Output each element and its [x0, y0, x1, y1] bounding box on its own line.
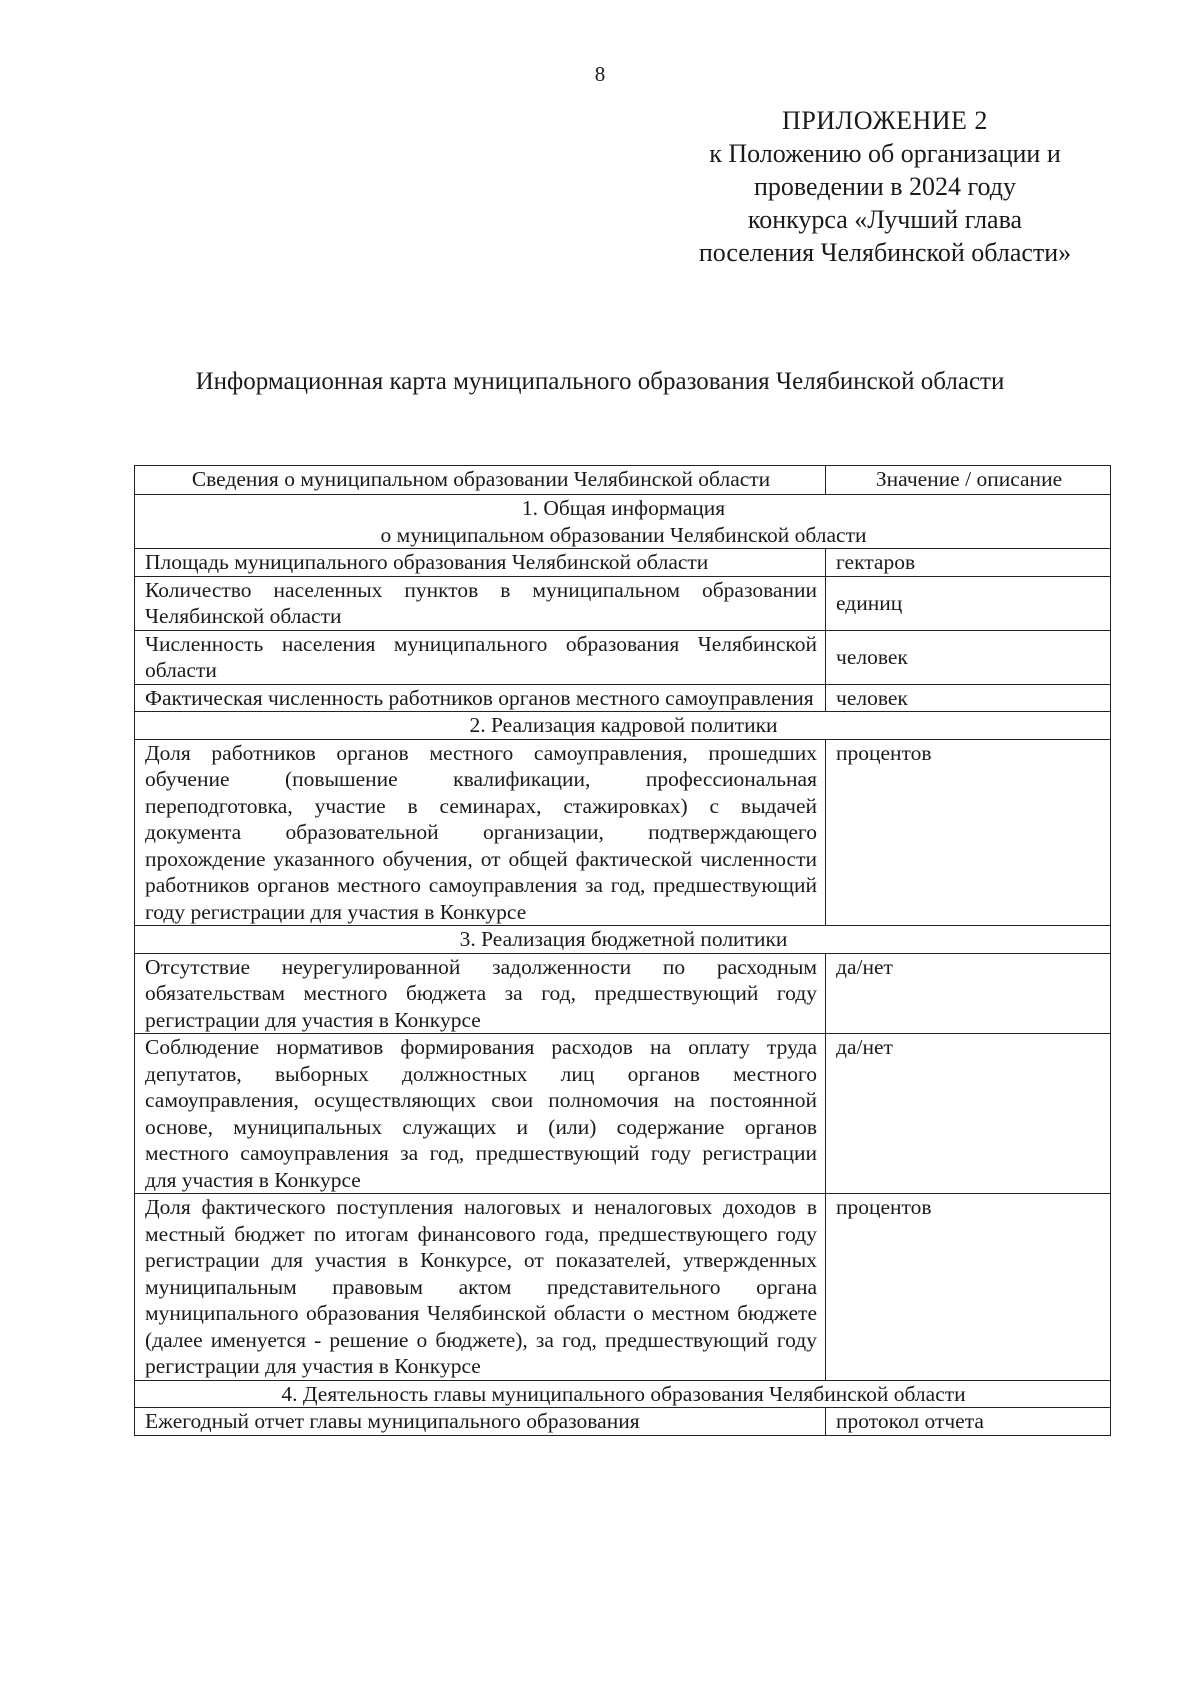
section-title-line: 1. Общая информация — [521, 496, 726, 520]
row-label: Ежегодный отчет главы муниципального образования — [135, 1408, 826, 1436]
table-row — [135, 576, 1111, 630]
appendix-title: ПРИЛОЖЕНИЕ 2 — [782, 106, 988, 135]
row-label: Численность населения муниципального образования Челябинской области — [135, 630, 826, 684]
table-row — [135, 1408, 1111, 1436]
table-row — [135, 1034, 1111, 1194]
section-title: 3. Реализация бюджетной политики — [135, 926, 1111, 954]
table-row — [135, 630, 1111, 684]
table-row — [135, 739, 1111, 926]
section-row — [135, 1380, 1111, 1408]
appendix-line-2: проведении в 2024 году — [753, 172, 1017, 201]
header-col-info: Сведения о муниципальном образовании Челябинской области — [135, 466, 826, 495]
row-label: Количество населенных пунктов в муниципальном образовании Челябинской области — [135, 576, 826, 630]
section-row — [135, 712, 1111, 740]
section-row — [135, 926, 1111, 954]
row-label: Доля работников органов местного самоуправления, прошедших обучение (повышение квалификации, профессиональная переподготовка, участие в семинарах, стажировках) с выдачей документа образовательной организации, подтверждающего прохождение указанного обучения, от общей фактической численности работников органов местного самоуправления за год, предшествующий году регистрации для участия в Конкурсе — [135, 739, 826, 926]
appendix-block — [650, 104, 1120, 269]
table-row — [135, 1194, 1111, 1381]
row-label: Отсутствие неурегулированной задолженности по расходным обязательствам местного бюджета за год, предшествующий году регистрации для участия в Конкурсе — [135, 953, 826, 1034]
section-title — [135, 495, 1111, 549]
section-title: 2. Реализация кадровой политики — [135, 712, 1111, 740]
info-table — [134, 465, 1111, 1436]
row-value: гектаров — [826, 549, 1111, 577]
row-value: единиц — [826, 576, 1111, 630]
section-title-line: о муниципальном образовании Челябинской области — [380, 522, 867, 547]
document-title: Информационная карта муниципального образования Челябинской области — [195, 368, 1005, 395]
row-value: человек — [826, 630, 1111, 684]
row-value: человек — [826, 684, 1111, 712]
row-value: да/нет — [826, 953, 1111, 1034]
section-row — [135, 495, 1111, 549]
table-header-row — [135, 466, 1111, 495]
row-label: Фактическая численность работников органов местного самоуправления — [135, 684, 826, 712]
row-value: процентов — [826, 739, 1111, 926]
table-row — [135, 549, 1111, 577]
appendix-line-4: поселения Челябинской области» — [698, 238, 1072, 267]
row-label: Соблюдение нормативов формирования расходов на оплату труда депутатов, выборных должностных лиц органов местного самоуправления, осуществляющих свои полномочия на постоянной основе, муниципальных служащих и (или) содержание органов местного самоуправления за год, предшествующий году регистрации для участия в Конкурсе — [135, 1034, 826, 1194]
row-value: протокол отчета — [826, 1408, 1111, 1436]
row-value: да/нет — [826, 1034, 1111, 1194]
row-label: Площадь муниципального образования Челябинской области — [135, 549, 826, 577]
appendix-line-1: к Положению об организации и — [709, 139, 1061, 168]
table-row — [135, 684, 1111, 712]
appendix-line-3: конкурса «Лучший глава — [747, 205, 1023, 234]
row-label: Доля фактического поступления налоговых и неналоговых доходов в местный бюджет по итогам финансового года, предшествующего году регистрации для участия в Конкурсе, от показателей, утвержденных муниципальным правовым актом представительного органа муниципального образования Челябинской области о местном бюджете (далее именуется - решение о бюджете), за год, предшествующий году регистрации для участия в Конкурсе — [135, 1194, 826, 1381]
table-row — [135, 953, 1111, 1034]
row-value: процентов — [826, 1194, 1111, 1381]
page-number: 8 — [594, 62, 606, 86]
header-col-value: Значение / описание — [826, 466, 1111, 495]
section-title: 4. Деятельность главы муниципального образования Челябинской области — [135, 1380, 1111, 1408]
